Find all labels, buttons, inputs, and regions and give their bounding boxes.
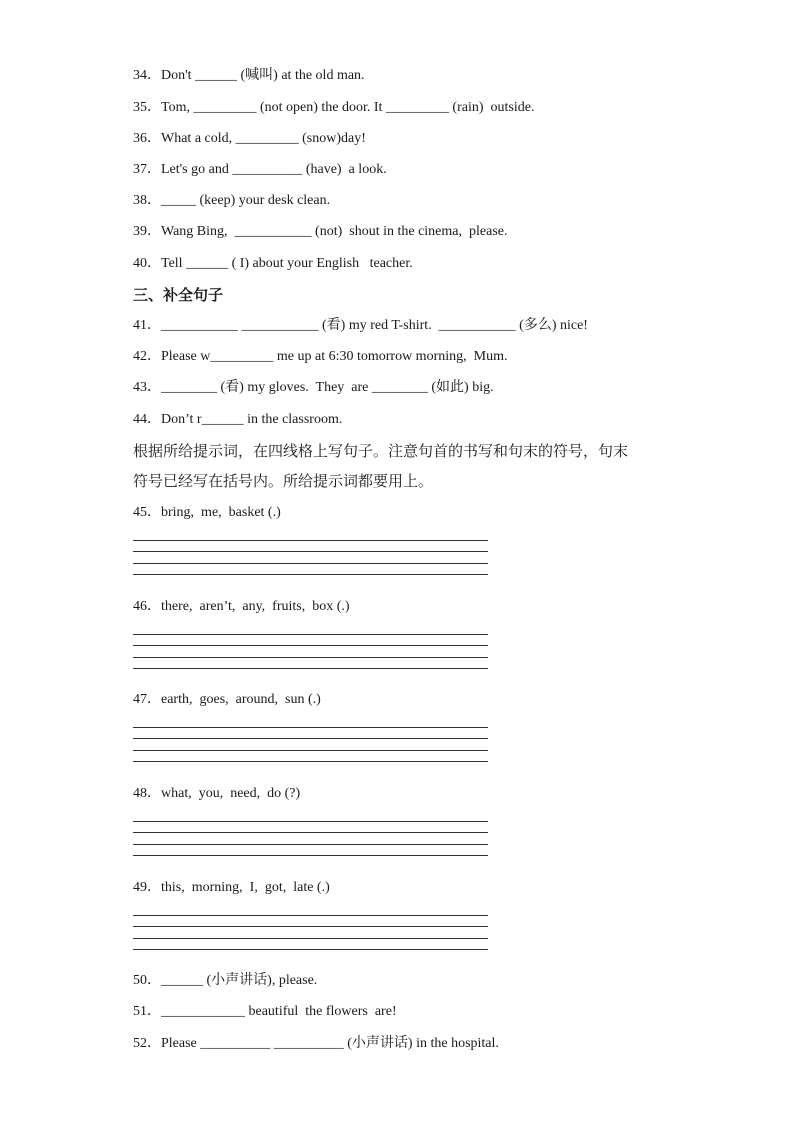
question-41: 41．___________ ___________ (看) my red T-shirt. ___________ (多么) nice! <box>133 318 588 333</box>
four-line-grid-46[interactable] <box>133 634 488 670</box>
four-line-grid-47[interactable] <box>133 727 488 763</box>
question-35: 35．Tom, _________ (not open) the door. It _________ (rain) outside. <box>133 100 535 115</box>
question-40: 40．Tell ______ ( I) about your English teacher. <box>133 256 413 271</box>
question-47: 47．earth, goes, around, sun (.) <box>133 692 321 707</box>
question-43: 43．________ (看) my gloves. They are ________ (如此) big. <box>133 380 494 395</box>
question-44: 44．Don’t r______ in the classroom. <box>133 412 343 427</box>
question-50: 50．______ (小声讲话), please. <box>133 973 318 988</box>
question-51: 51．____________ beautiful the flowers are! <box>133 1004 397 1019</box>
four-line-grid-45[interactable] <box>133 540 488 576</box>
four-line-grid-48[interactable] <box>133 821 488 857</box>
question-36: 36．What a cold, _________ (snow)day! <box>133 131 366 146</box>
question-34: 34．Don't ______ (喊叫) at the old man. <box>133 68 365 83</box>
question-49: 49．this, morning, I, got, late (.) <box>133 880 330 895</box>
question-46: 46．there, aren’t, any, fruits, box (.) <box>133 599 350 614</box>
instruction-text <box>133 436 673 496</box>
question-42: 42．Please w_________ me up at 6:30 tomorrow morning, Mum. <box>133 349 508 364</box>
instruction-line-2: 符号已经写在括号内。所给提示词都要用上。 <box>133 472 434 490</box>
four-line-grid-49[interactable] <box>133 915 488 951</box>
section-3-title: 三、补全句子 <box>133 286 224 304</box>
instruction-line-1: 根据所给提示词，在四线格上写句子。注意句首的书写和句末的符号，句末 <box>133 442 629 460</box>
question-45: 45．bring, me, basket (.) <box>133 505 281 520</box>
question-39: 39．Wang Bing, ___________ (not) shout in the cinema, please. <box>133 224 508 239</box>
question-52: 52．Please __________ __________ (小声讲话) in the hospital. <box>133 1036 499 1051</box>
question-37: 37．Let's go and __________ (have) a look. <box>133 162 387 177</box>
question-38: 38．_____ (keep) your desk clean. <box>133 193 331 208</box>
question-48: 48．what, you, need, do (?) <box>133 786 301 801</box>
